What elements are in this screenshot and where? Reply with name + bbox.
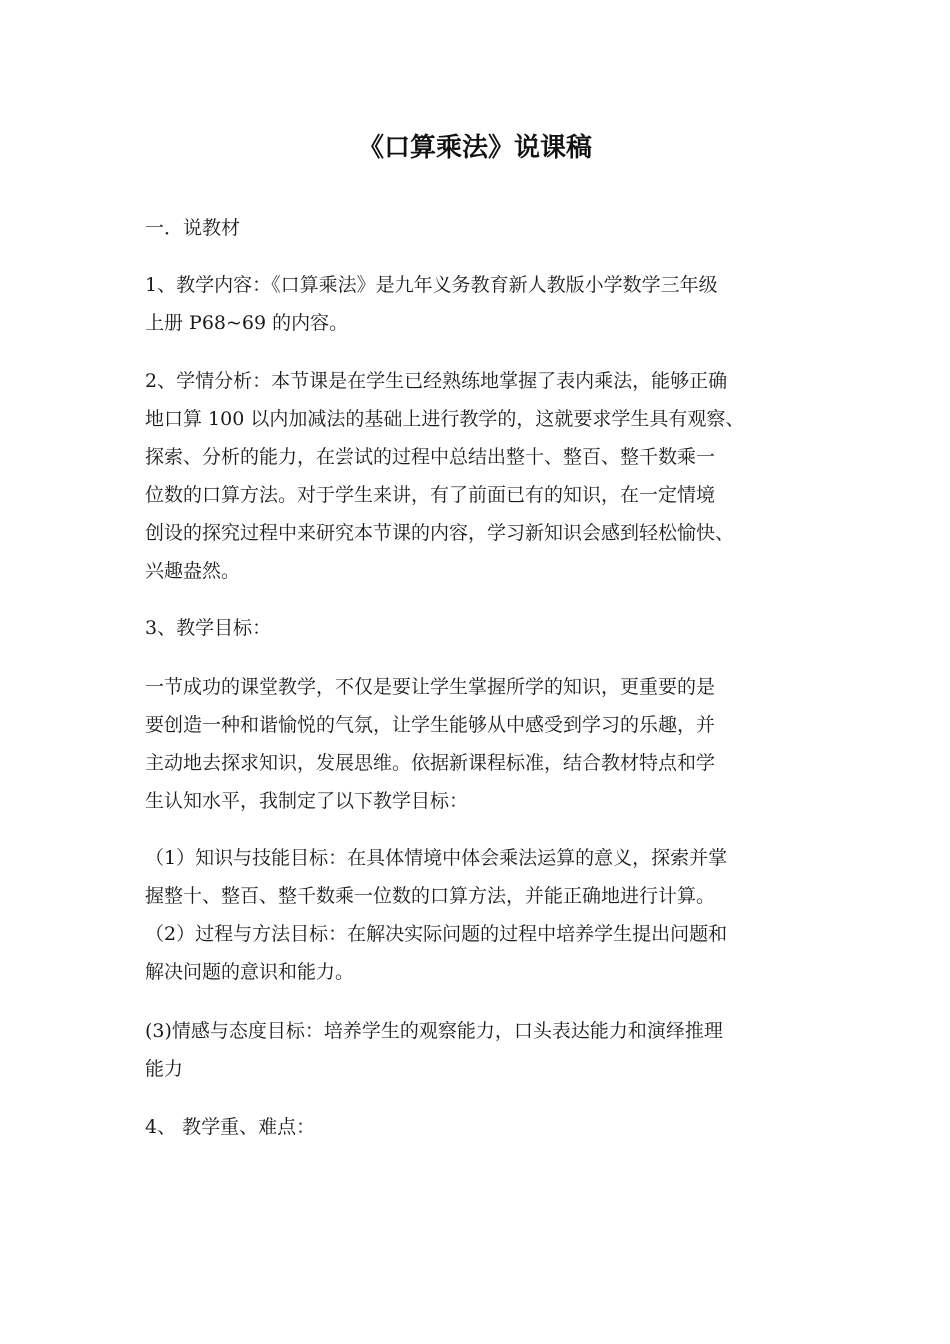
paragraph-goal-3 <box>145 1012 810 1088</box>
text-line: 1、教学内容：《口算乘法》是九年义务教育新人教版小学数学三年级 <box>145 274 718 296</box>
text-line: 要创造一种和谐愉悦的气氛，让学生能够从中感受到学习的乐趣，并 <box>145 714 716 736</box>
text-line: 一节成功的课堂教学，不仅是要让学生掌握所学的知识，更重要的是 <box>145 676 716 698</box>
text-line: 解决问题的意识和能力。 <box>145 961 355 983</box>
text-line: 探索、分析的能力，在尝试的过程中总结出整十、整百、整千数乘一 <box>145 446 716 468</box>
section-heading-textbook: 一．说教材 <box>145 217 241 239</box>
heading-key-points: 4、 教学重、难点： <box>145 1116 316 1138</box>
text-line: 位数的口算方法。对于学生来讲，有了前面已有的知识，在一定情境 <box>145 484 716 506</box>
text-line: 地口算 100 以内加减法的基础上进行教学的，这就要求学生具有观察、 <box>145 408 745 430</box>
paragraph-teaching-content <box>145 266 810 342</box>
paragraph-student-analysis <box>145 362 810 590</box>
paragraph-goals-intro <box>145 668 810 820</box>
text-line: 能力 <box>145 1058 184 1080</box>
text-line: 2、学情分析：本节课是在学生已经熟练地掌握了表内乘法，能够正确 <box>145 370 728 392</box>
document-title: 《口算乘法》说课稿 <box>357 133 592 163</box>
paragraph-goals-1-2 <box>145 839 810 991</box>
text-line: 上册 P68~69 的内容。 <box>145 312 349 334</box>
text-line: 握整十、整百、整千数乘一位数的口算方法，并能正确地进行计算。 <box>145 885 716 907</box>
heading-teaching-goals: 3、教学目标： <box>145 617 272 639</box>
text-line: 主动地去探求知识，发展思维。依据新课程标准，结合教材特点和学 <box>145 752 716 774</box>
text-line: 兴趣盎然。 <box>145 560 241 582</box>
text-line: (3)情感与态度目标：培养学生的观察能力，口头表达能力和演绎推理 <box>145 1020 723 1042</box>
text-line: （1）知识与技能目标：在具体情境中体会乘法运算的意义，探索并掌 <box>145 847 728 869</box>
text-line: 生认知水平，我制定了以下教学目标： <box>145 790 469 812</box>
text-line: 创设的探究过程中来研究本节课的内容，学习新知识会感到轻松愉快、 <box>145 522 735 544</box>
text-line: （2）过程与方法目标：在解决实际问题的过程中培养学生提出问题和 <box>145 923 728 945</box>
